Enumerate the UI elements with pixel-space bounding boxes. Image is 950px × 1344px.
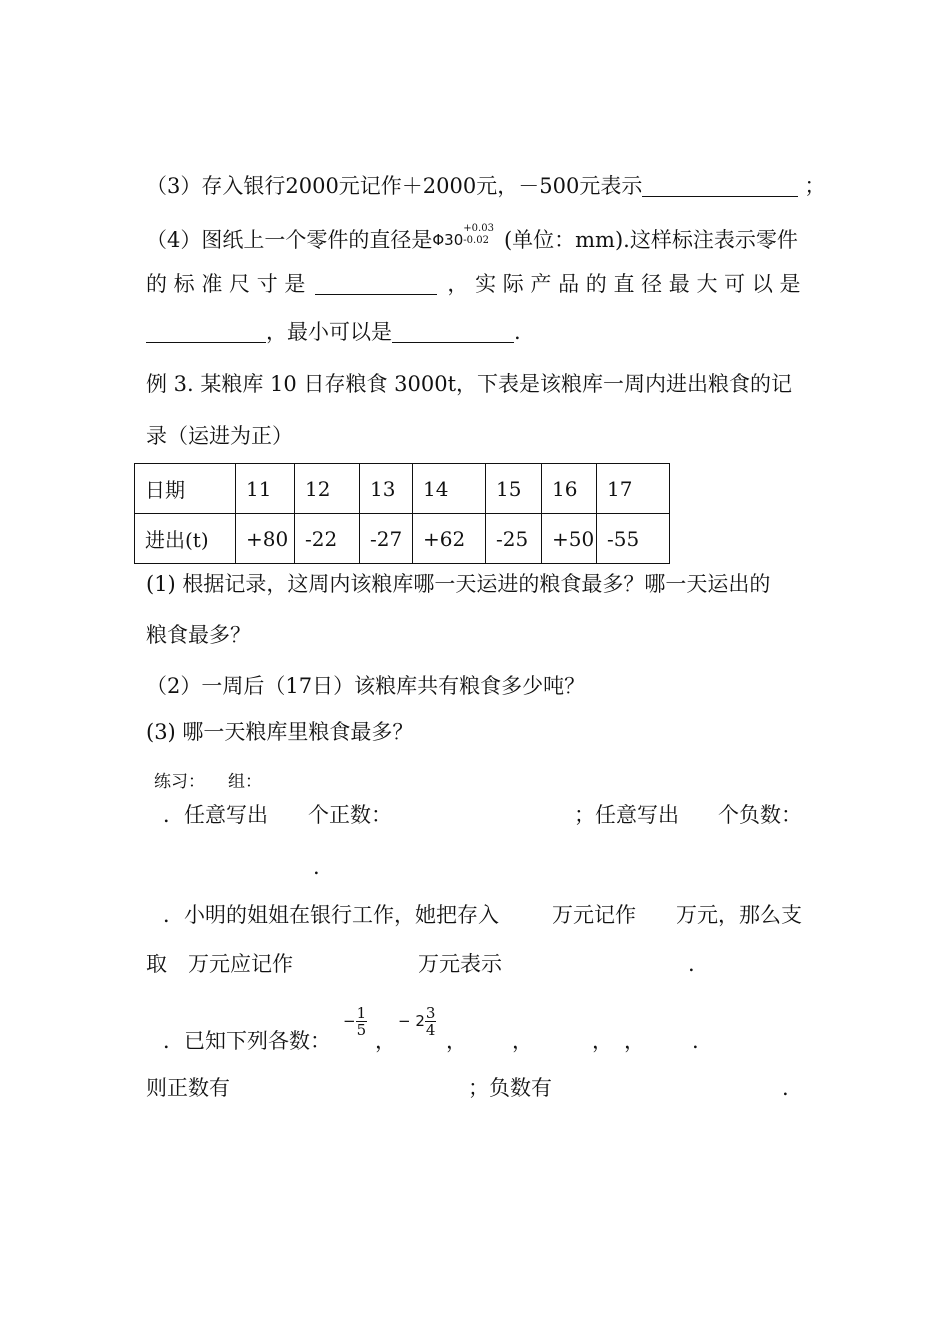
practice-2-end: . bbox=[688, 952, 695, 976]
question-3-suffix: ； bbox=[804, 174, 826, 198]
practice-group: 组： bbox=[228, 772, 262, 792]
practice-2-a: ．小明的姐姐在银行工作，她把存入 bbox=[163, 903, 499, 927]
practice-2-d: 取 bbox=[146, 952, 167, 976]
question-4-line2-text: 的 标 准 尺 寸 是 bbox=[146, 272, 306, 296]
practice-2-c: 万元，那么支 bbox=[676, 903, 802, 927]
table-cell: +80 bbox=[236, 514, 295, 564]
sub-question-1-line-2: 粮食最多？ bbox=[146, 623, 251, 647]
denominator: 4 bbox=[425, 1021, 436, 1039]
numerator: 3 bbox=[425, 1004, 436, 1022]
example-3-line-2: 录（运进为正） bbox=[146, 424, 293, 448]
question-4-line-1 bbox=[146, 223, 798, 254]
denominator: 5 bbox=[356, 1021, 367, 1039]
table-row bbox=[135, 464, 670, 514]
table-cell: 11 bbox=[236, 464, 295, 514]
grain-record-table bbox=[134, 463, 670, 564]
fraction-sign: − 2 bbox=[398, 1012, 425, 1030]
comma: ， bbox=[446, 1029, 467, 1053]
practice-3-end: . bbox=[692, 1029, 699, 1053]
practice-1-b: 个正数： bbox=[308, 803, 392, 827]
table-cell: 15 bbox=[486, 464, 542, 514]
phi-dimension: Φ30 bbox=[432, 231, 464, 249]
question-4-end: . bbox=[514, 320, 521, 344]
table-cell: +50 bbox=[542, 514, 597, 564]
table-cell: -22 bbox=[295, 514, 360, 564]
question-4-line-2 bbox=[146, 270, 801, 298]
practice-4-b: ；负数有 bbox=[468, 1076, 552, 1100]
sub-question-3: (3) 哪一天粮库里粮食最多？ bbox=[146, 720, 414, 744]
comma: ， bbox=[592, 1029, 613, 1053]
table-cell: 14 bbox=[413, 464, 486, 514]
table-cell: 17 bbox=[597, 464, 670, 514]
practice-2-b: 万元记作 bbox=[552, 903, 636, 927]
sub-question-1-line-1: (1) 根据记录，这周内该粮库哪一天运进的粮食最多？哪一天运出的 bbox=[146, 572, 771, 596]
answer-blank bbox=[146, 320, 266, 343]
comma: ， bbox=[512, 1029, 533, 1053]
answer-blank bbox=[315, 272, 437, 295]
fraction bbox=[425, 1005, 437, 1038]
practice-1-a: ．任意写出 bbox=[163, 803, 268, 827]
question-4-line2-suffix: ， 实 际 产 品 的 直 径 最 大 可 以 是 bbox=[447, 272, 801, 296]
question-4-line3-text: ，最小可以是 bbox=[266, 320, 392, 344]
fraction-sign: − bbox=[343, 1012, 356, 1030]
sub-question-2: （2）一周后（17日）该粮库共有粮食多少吨？ bbox=[146, 674, 586, 698]
table-cell: 12 bbox=[295, 464, 360, 514]
practice-3-a: ．已知下列各数： bbox=[163, 1029, 331, 1053]
comma: ， bbox=[624, 1029, 645, 1053]
comma: ， bbox=[375, 1029, 396, 1053]
table-cell: -55 bbox=[597, 514, 670, 564]
table-cell: 13 bbox=[360, 464, 413, 514]
table-cell: 16 bbox=[542, 464, 597, 514]
tolerance-upper: +0.03 bbox=[463, 223, 494, 234]
question-4-unit-text: (单位：mm).这样标注表示零件 bbox=[497, 228, 798, 252]
practice-header: 练习： bbox=[154, 772, 205, 792]
practice-2-f: 万元表示 bbox=[418, 952, 502, 976]
table-cell: -25 bbox=[486, 514, 542, 564]
table-cell: 进出(t) bbox=[135, 514, 236, 564]
question-4-line-3 bbox=[146, 318, 521, 346]
practice-1-c: ；任意写出 bbox=[574, 803, 679, 827]
practice-4-end: . bbox=[782, 1076, 789, 1100]
table-cell: -27 bbox=[360, 514, 413, 564]
tolerance bbox=[463, 223, 497, 254]
practice-4-a: 则正数有 bbox=[146, 1076, 230, 1100]
practice-1-d: 个负数： bbox=[718, 803, 802, 827]
table-cell: +62 bbox=[413, 514, 486, 564]
table-row bbox=[135, 514, 670, 564]
question-4-text: （4）图纸上一个零件的直径是 bbox=[146, 228, 433, 252]
tolerance-lower: -0.02 bbox=[463, 235, 489, 246]
fraction bbox=[356, 1005, 368, 1038]
table-cell: 日期 bbox=[135, 464, 236, 514]
answer-blank bbox=[642, 174, 798, 197]
question-3-line bbox=[146, 172, 825, 200]
answer-blank bbox=[392, 320, 514, 343]
fraction-minus-two-three-quarters bbox=[398, 1005, 436, 1038]
practice-1-end: . bbox=[313, 855, 320, 879]
example-3-line-1: 例 3. 某粮库 10 日存粮食 3000t，下表是该粮库一周内进出粮食的记 bbox=[146, 372, 793, 396]
question-3-text: （3）存入银行2000元记作＋2000元，－500元表示 bbox=[146, 174, 643, 198]
practice-2-e: 万元应记作 bbox=[188, 952, 293, 976]
fraction-minus-one-fifth bbox=[343, 1005, 367, 1038]
numerator: 1 bbox=[356, 1004, 367, 1022]
